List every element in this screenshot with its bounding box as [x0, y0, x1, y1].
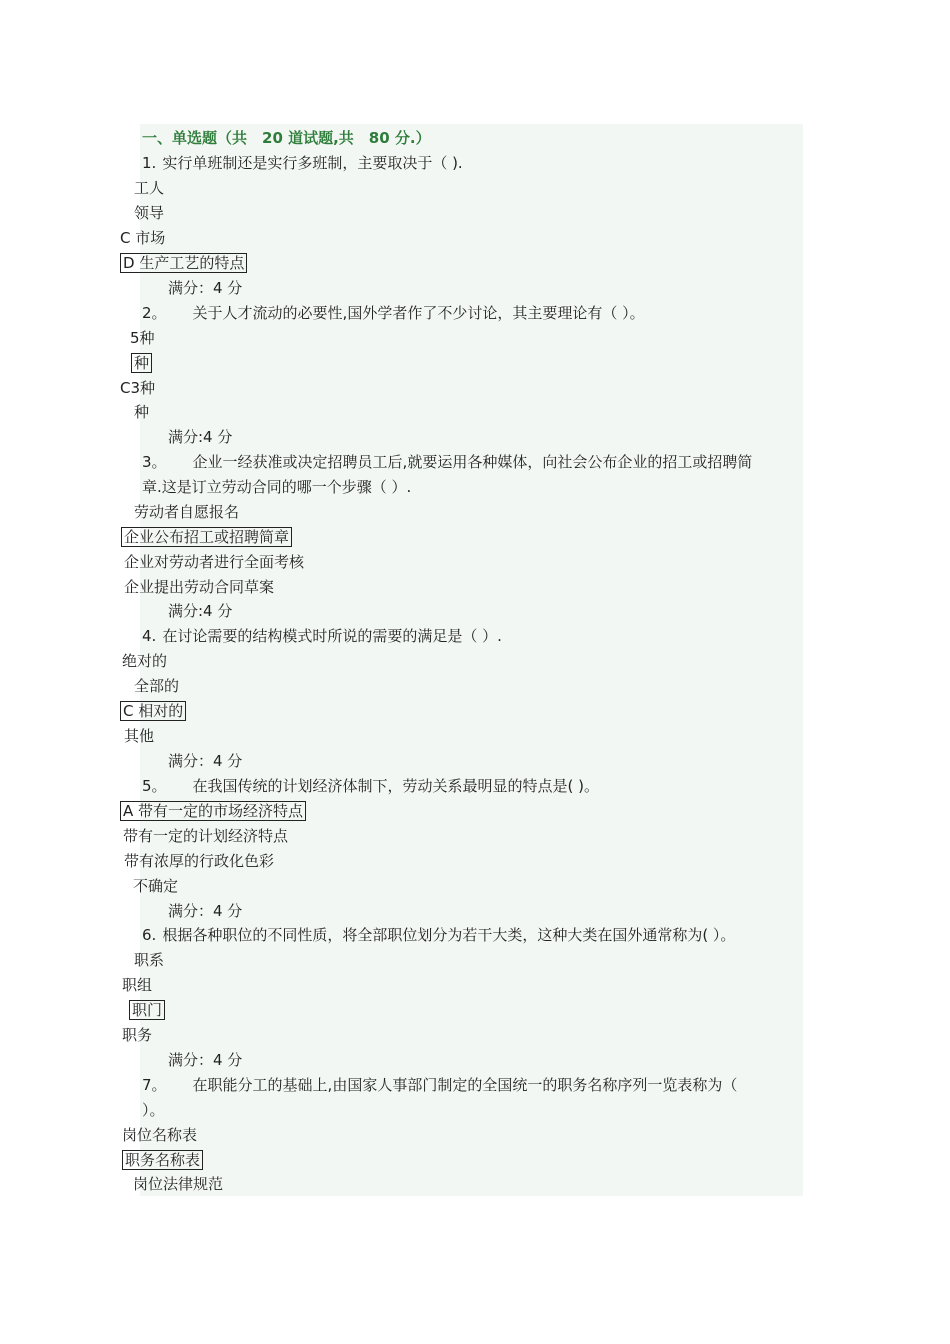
question-score: 满分:4 分 [168, 428, 233, 446]
question-text-continued: ）。 [142, 1101, 165, 1119]
question-text: 在我国传统的计划经济体制下，劳动关系最明显的特点是( )。 [192, 777, 600, 795]
question-number: 6. [142, 926, 157, 944]
question-text: 在职能分工的基础上,由国家人事部门制定的全国统一的职务名称序列一览表称为（ [192, 1076, 738, 1094]
question-7 [142, 1075, 737, 1095]
option-c[interactable]: 企业对劳动者进行全面考核 [124, 553, 305, 571]
question-text-continued: 章.这是订立劳动合同的哪一个步骤（ ）. [142, 478, 412, 496]
option-d[interactable]: 其他 [124, 727, 155, 745]
option-b[interactable]: 领导 [134, 204, 165, 222]
question-2 [142, 303, 645, 323]
option-b[interactable]: 全部的 [134, 677, 180, 695]
option-d[interactable]: 不确定 [133, 877, 179, 895]
option-d-selected[interactable]: D 生产工艺的特点 [120, 253, 247, 273]
option-a[interactable]: 5种 [130, 329, 155, 347]
question-score: 满分：4 分 [168, 902, 243, 920]
question-score: 满分：4 分 [168, 1051, 243, 1069]
question-number: 4. [142, 627, 157, 645]
option-c[interactable]: 岗位法律规范 [133, 1175, 224, 1193]
question-text: 企业一经获准或决定招聘员工后,就要运用各种媒体，向社会公布企业的招工或招聘简 [192, 453, 753, 471]
option-a[interactable]: 绝对的 [122, 652, 168, 670]
option-a[interactable]: 工人 [134, 179, 165, 197]
question-text: 根据各种职位的不同性质，将全部职位划分为若干大类，这种大类在国外通常称为( ）。 [162, 926, 736, 944]
question-number: 7。 [142, 1076, 167, 1094]
question-score: 满分:4 分 [168, 602, 233, 620]
option-c-selected[interactable]: 职门 [129, 1000, 165, 1020]
question-text: 关于人才流动的必要性,国外学者作了不少讨论，其主要理论有（ ）。 [192, 304, 645, 322]
option-a[interactable]: 岗位名称表 [122, 1126, 198, 1144]
option-b-selected[interactable]: 职务名称表 [122, 1150, 203, 1170]
option-d[interactable]: 企业提出劳动合同草案 [124, 578, 275, 596]
question-number: 2。 [142, 304, 167, 322]
option-c-selected[interactable]: C 相对的 [120, 701, 186, 721]
question-score: 满分：4 分 [168, 752, 243, 770]
option-b[interactable]: 带有一定的计划经济特点 [123, 827, 289, 845]
option-b-selected[interactable]: 种 [131, 353, 152, 373]
option-a-selected[interactable]: A 带有一定的市场经济特点 [120, 801, 306, 821]
option-c[interactable]: 带有浓厚的行政化色彩 [124, 852, 275, 870]
option-b[interactable]: 职组 [122, 976, 153, 994]
section-title: 一、单选题（共 20 道试题,共 80 分.） [142, 129, 431, 147]
question-4 [142, 626, 502, 646]
question-score: 满分：4 分 [168, 279, 243, 297]
question-number: 1. [142, 154, 157, 172]
question-number: 3。 [142, 453, 167, 471]
question-1 [142, 153, 463, 173]
option-c[interactable]: C 市场 [120, 229, 166, 247]
option-d[interactable]: 种 [134, 403, 150, 421]
option-a[interactable]: 职系 [134, 951, 165, 969]
option-c[interactable]: C3种 [120, 379, 156, 397]
option-a[interactable]: 劳动者自愿报名 [134, 503, 240, 521]
question-text: 实行单班制还是实行多班制，主要取决于（ ). [162, 154, 463, 172]
option-b-selected[interactable]: 企业公布招工或招聘简章 [121, 527, 292, 547]
question-number: 5。 [142, 777, 167, 795]
question-5 [142, 776, 599, 796]
question-text: 在讨论需要的结构模式时所说的需要的满足是（ ）. [162, 627, 502, 645]
question-6 [142, 925, 735, 945]
option-d[interactable]: 职务 [122, 1026, 153, 1044]
question-3 [142, 452, 752, 472]
